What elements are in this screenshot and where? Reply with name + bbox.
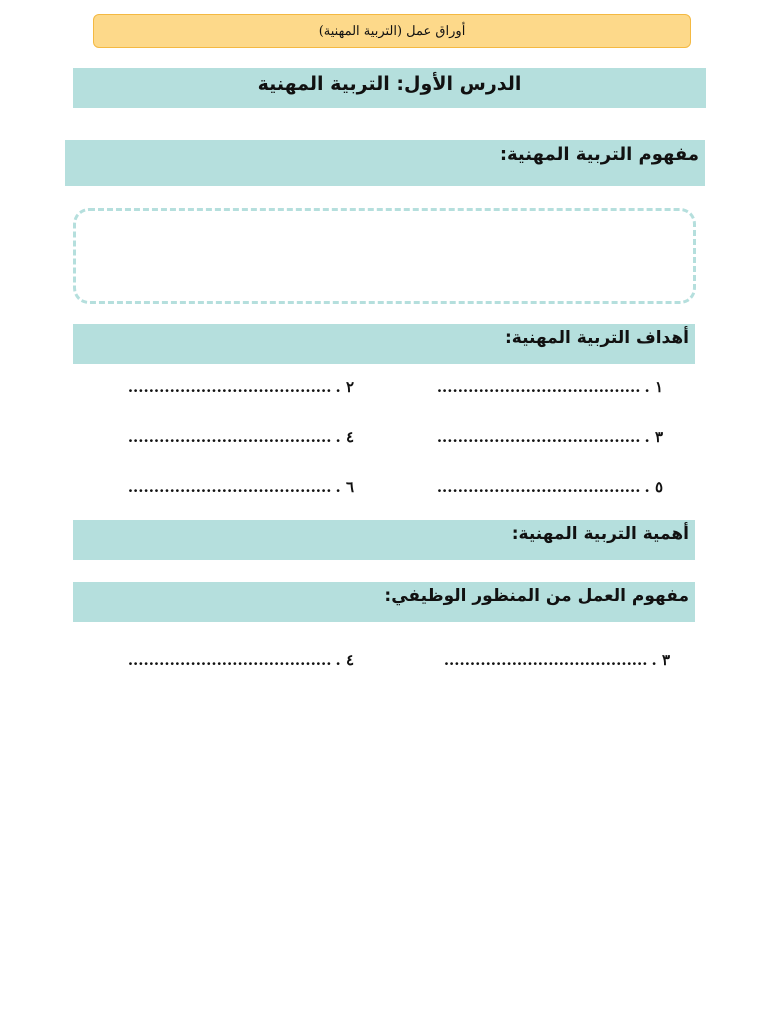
goal-line-2[interactable]: ٢ ........................................ [127,378,354,396]
goals-heading: أهداف التربية المهنية: [504,328,689,348]
concept-heading: مفهوم التربية المهنية: [499,144,699,165]
concept-heading-band [65,140,705,186]
worksheet-banner [93,14,691,48]
goal-line-6[interactable]: ٦ ........................................ [127,478,354,496]
lesson-title: الدرس الأول: التربية المهنية [257,73,522,95]
work-concept-heading-band [73,582,695,622]
goal-line-4[interactable]: ٤ ........................................ [127,428,354,446]
goal-line-3[interactable]: ٣ ........................................ [436,428,663,446]
concept-answer-box[interactable] [73,208,696,304]
work-line-4[interactable]: ٤ ........................................ [127,651,354,669]
goal-line-5[interactable]: ٥ ........................................ [436,478,663,496]
goals-heading-band [73,324,695,364]
work-concept-heading: مفهوم العمل من المنظور الوظيفي: [384,586,689,606]
banner-text: أوراق عمل (التربية المهنية) [318,23,466,39]
lesson-title-band [73,68,706,108]
importance-heading-band [73,520,695,560]
importance-heading: أهمية التربية المهنية: [511,524,689,544]
work-line-3[interactable]: ٣ ........................................ [443,651,670,669]
goal-line-1[interactable]: ١ ........................................ [436,378,663,396]
